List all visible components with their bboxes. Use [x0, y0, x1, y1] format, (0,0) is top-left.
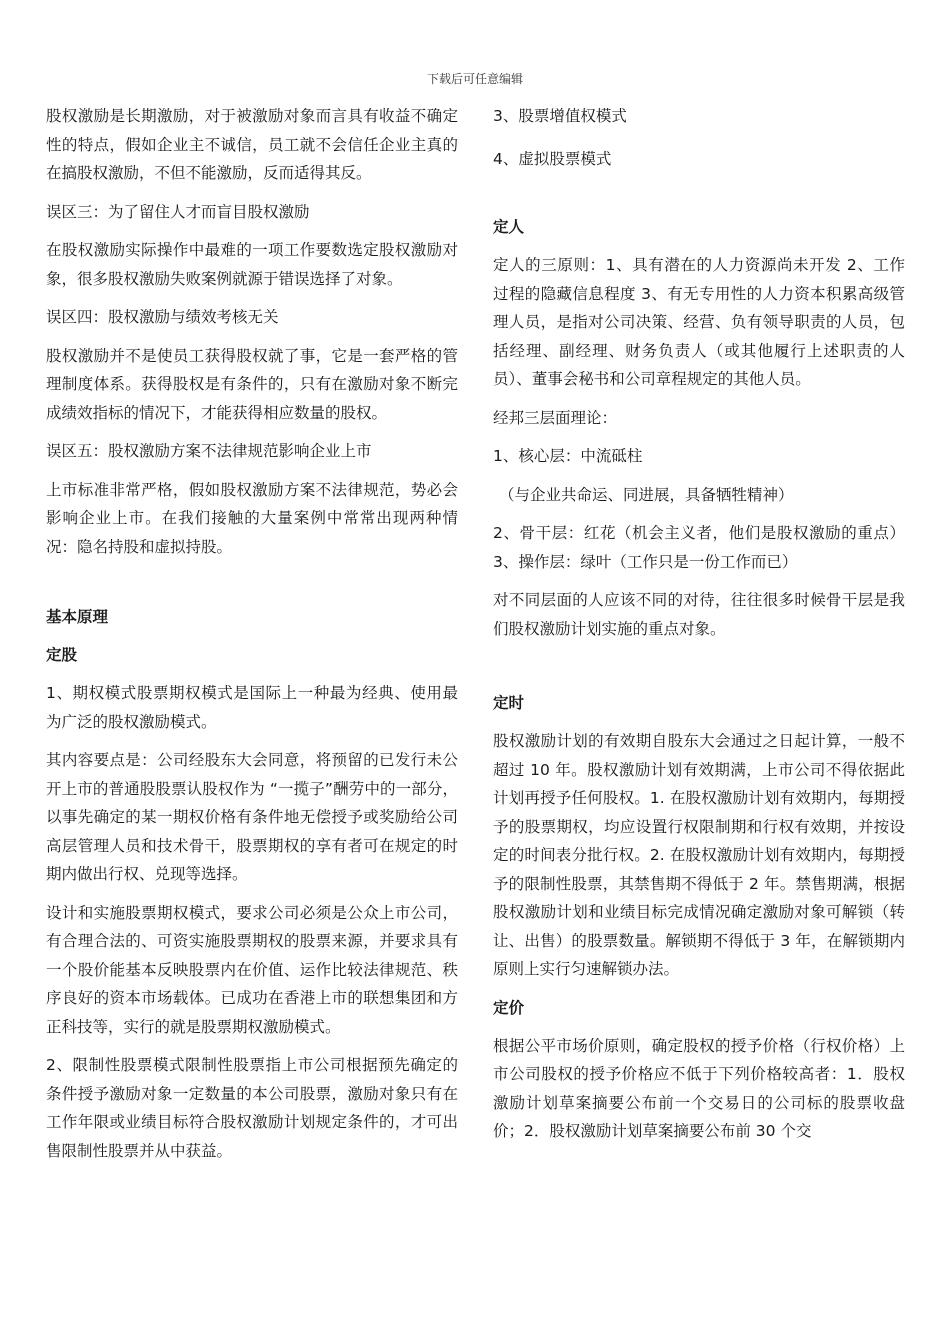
page-header: 下载后可任意编辑: [426, 72, 523, 86]
paragraph: 根据公平市场价原则，确定股权的授予价格（行权价格）上市公司股权的授予价格应不低于下列价格较高者：1．股权激励计划草案摘要公布前一个交易日的公司标的股票收盘价；2．股权激励计划草案摘要公布前 30 个交: [493, 1036, 905, 1140]
section-heading: 基本原理: [46, 608, 109, 626]
paragraph: 股权激励是长期激励，对于被激励对象而言具有收益不确定性的特点，假如企业主不诚信，员工就不会信任企业主真的在搞股权激励，不但不能激励，反而适得其反。: [46, 107, 458, 182]
paragraph: 1、期权模式股票期权模式是国际上一种最为经典、使用最为广泛的股权激励模式。: [46, 684, 458, 731]
paragraph: 3、股票增值权模式: [493, 107, 627, 125]
spacer: [46, 571, 458, 603]
paragraph: 股权激励并不是使员工获得股权就了事，它是一套严格的管理制度体系。获得股权是有条件的，只有在激励对象不断完成绩效指标的情况下，才能获得相应数量的股权。: [46, 346, 458, 422]
paragraph: 误区四：股权激励与绩效考核无关: [46, 308, 279, 326]
paragraph: 1、核心层：中流砥柱: [493, 447, 643, 465]
left-column: [46, 102, 458, 1175]
paragraph: 4、虚拟股票模式: [493, 149, 612, 168]
paragraph: 误区五：股权激励方案不法律规范影响企业上市: [46, 442, 372, 460]
paragraph: 2、限制性股票模式限制性股票指上市公司根据预先确定的条件授予激励对象一定数量的本公司股票，激励对象只有在工作年限或业绩目标符合股权激励计划规定条件的，才可出售限制性股票并从中获益。: [46, 1056, 458, 1160]
paragraph: 经邦三层面理论：: [493, 408, 618, 427]
section-heading: 定时: [493, 694, 525, 712]
paragraph: 股权激励计划的有效期自股东大会通过之日起计算，一般不超过 10 年。股权激励计划有效期满，上市公司不得依据此计划再授予任何股权。1. 在股权激励计划有效期内，每期授予的股票期权，均应设置行权限制期和行权有效期，并按设定的时间表分批行权。2. 在股权激励计划有效期内，每期授予的限制性股票，其禁售期不得低于 2 年。禁售期满，根据股权激励计划和业绩目标完成情况确定激励对象可解锁（转让、出售）的股票数量。解锁期不得低于 3 年，在解锁期内原则上实行匀速解锁办法。: [493, 732, 905, 978]
paragraph: 定人的三原则：1、具有潜在的人力资源尚未开发 2、工作过程的隐藏信息程度 3、有无专用性的人力资本积累高级管理人员，是指对公司决策、经营、负有领导职责的人员，包括经理、副经理、财务负责人（或其他履行上述职责的人员）、董事会秘书和公司章程规定的其他人员。: [493, 256, 905, 388]
paragraph: 上市标准非常严格，假如股权激励方案不法律规范，势必会影响企业上市。在我们接触的大量案例中常常出现两种情况：隐名持股和虚拟持股。: [46, 480, 458, 556]
paragraph: 误区三：为了留住人才而盲目股权激励: [46, 202, 310, 221]
spacer: [493, 183, 905, 213]
paragraph: 设计和实施股票期权模式，要求公司必须是公众上市公司，有合理合法的、可资实施股票期权的股票来源，并要求具有一个股价能基本反映股票内在价值、运作比较法律规范、秩序良好的资本市场载体。已成功在香港上市的联想集团和方正科技等，实行的就是股票期权激励模式。: [46, 903, 458, 1036]
paragraph: （与企业共命运、同进展，具备牺牲精神）: [499, 485, 794, 504]
section-heading: 定价: [493, 998, 525, 1017]
paragraph: 2、骨干层：红花（机会主义者，他们是股权激励的重点）3、操作层：绿叶（工作只是一份工作而已）: [493, 524, 905, 571]
spacer: [493, 653, 905, 689]
paragraph: 在股权激励实际操作中最难的一项工作要数选定股权激励对象，很多股权激励失败案例就源于错误选择了对象。: [46, 241, 458, 288]
section-heading: 定人: [493, 218, 525, 236]
right-column: [493, 102, 905, 1156]
paragraph: 其内容要点是：公司经股东大会同意，将预留的已发行未公开上市的普通股股票认股权作为 “一揽子”酬劳中的一部分，以事先确定的某一期权价格有条件地无偿授予或奖励给公司高层管理人员和技术骨干，股票期权的享有者可在规定的时期内做出行权、兑现等选择。: [46, 751, 458, 883]
paragraph: 对不同层面的人应该不同的对待，往往很多时候骨干层是我们股权激励计划实施的重点对象。: [493, 591, 905, 638]
section-heading: 定股: [46, 646, 78, 664]
